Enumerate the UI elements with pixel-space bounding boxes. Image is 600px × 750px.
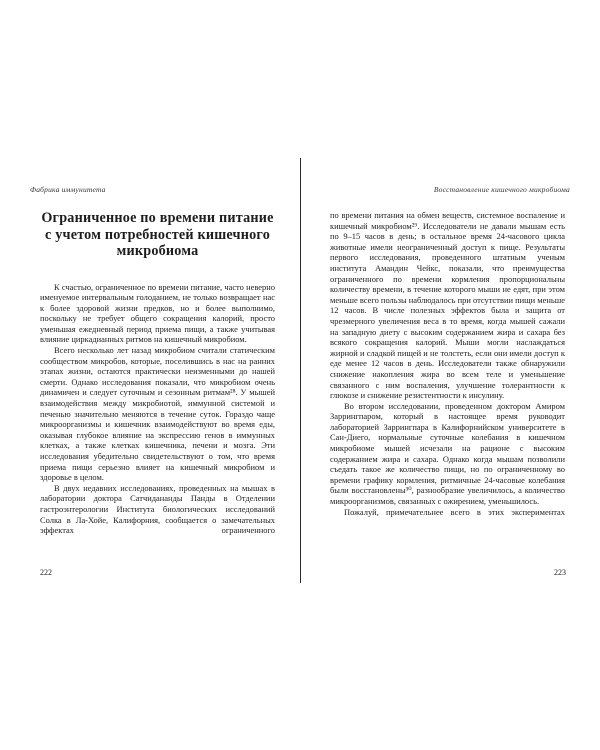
- paragraph: В двух недавних исследованиях, проведенных на мышах в лаборатории доктора Сатчидананды Панды в Отделении гастроэнтерологии Института биологических исследований Солка в Ла-Хойе, Калифорния, сообщается о замечательных эффектах ограниченного: [40, 482, 275, 536]
- paragraph: Пожалуй, примечательнее всего в этих экспериментах: [344, 506, 565, 517]
- chapter-section-title: Ограниченное по времени питание с учетом потребностей кишечного микробиома: [41, 210, 274, 259]
- left-page-number: 222: [40, 568, 52, 577]
- paragraph: по времени питания на обмен веществ, системное воспаление и кишечный микробиом²⁹. Исследователи не давали мышам есть по 9–15 часов в день; в остальное время 24-часового цикла животные имели неограниченный доступ к пище. Результаты первого исследования, проведенного штатным ученым института Амандин Чейкс, показали, что преимущества ограниченного по времени кормления пропорциональны количеству времени, в течение которого мыши не едят, при этом меньше всего пользы наблюдалось при отсутствии пищи меньше 12 часов. В числе полезных эффектов была и защита от чрезмерного увеличения веса в то время, когда мышей сажали на западную диету с высоким содержанием жира и сахара без всякого сокращения калорий. Мыши могли наслаждаться жирной и сладкой пищей и не толстеть, если они имели доступ к еде менее 12 часов в день. Исследователи также обнаружили снижение накопления жира во всем теле и уменьшение связанного с ним воспаления, улучшение толерантности к глюкозе и снижение резистентности к инсулину.: [330, 210, 565, 401]
- paragraph: Во втором исследовании, проведенном доктором Амиром Заррингпаром, который в настоящее время руководит лабораторией Заррингпара в Калифорнийском университете в Сан-Диего, нормальные суточные колебания в кишечном микробиоме мышей исчезали на рационе с высоким содержанием жира и сахара. Однако когда мышам позволили съедать такое же количество пищи, но по ограниченному во времени графику кормления, ритмичные 24-часовые колебания были восстановлены³⁰, разнообразие увеличилось, а количество микроорганизмов, связанных с ожирением, уменьшилось.: [330, 400, 565, 507]
- right-page: [330, 210, 565, 517]
- paragraph: Всего несколько лет назад микробиом считали статическим сообществом микробов, которые, поселившись в нас на ранних этапах жизни, остаются практически неизменными до нашей смерти. Однако исследования показали, что микробиом очень динамичен и следует суточным и сезонным ритмам²⁸. У мышей взаимодействия между микробиотой, иммунной системой и печенью значительно меняются в течение суток. Гораздо чаще микроорганизмы и кишечник взаимодействуют во время еды, оказывая глубокое влияние на экспрессию генов в иммунных клетках, а также клетках кишечника, печени и мозга. Эти исследования убедительно свидетельствуют о том, что время приема пищи серьезно влияет на кишечный микробиом и здоровье в целом.: [40, 345, 275, 483]
- left-page: [40, 210, 275, 536]
- right-page-number: 223: [554, 568, 566, 577]
- paragraph: К счастью, ограниченное по времени питание, часто неверно именуемое интервальным голоданием, не только возвращает нас к более здоровой жизни предков, но и более выполнимо, поскольку не требует общего сокращения калорий, просто уменьшая ежедневный период приема пищи, а также учитывая влияние циркадианных ритмов на кишечный микробиом.: [40, 281, 275, 345]
- left-running-head: Фабрика иммунитета: [30, 185, 106, 194]
- right-running-head: Восстановление кишечного микробиома: [433, 185, 570, 194]
- page-gutter-divider: [300, 158, 301, 583]
